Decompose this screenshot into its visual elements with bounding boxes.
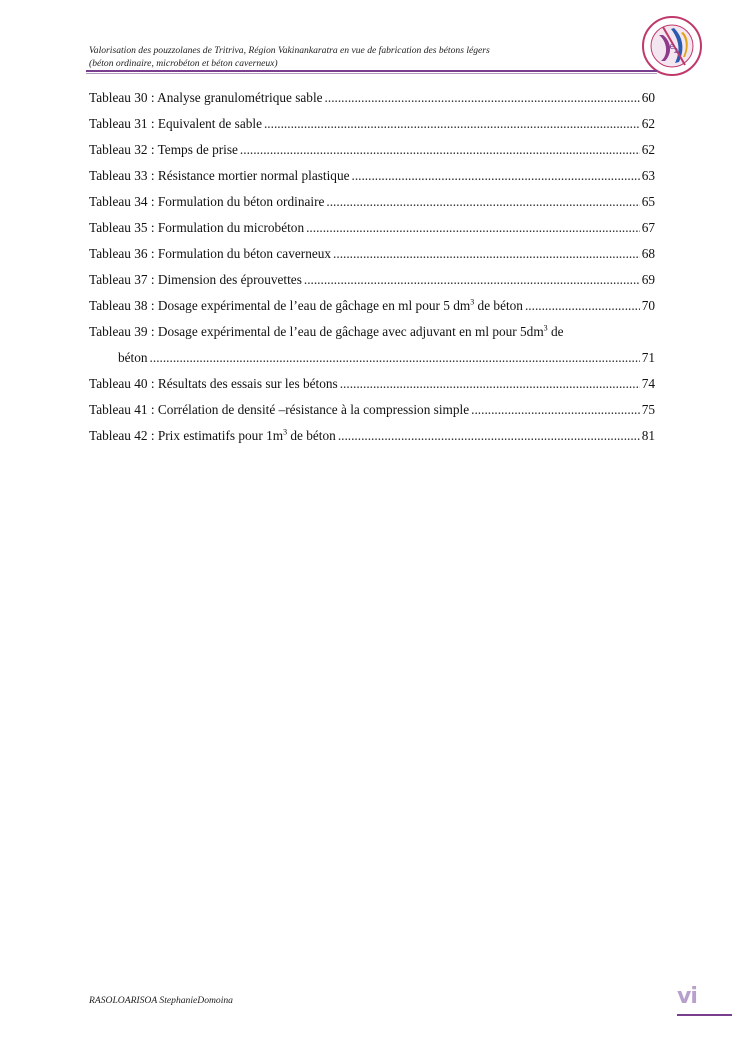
toc-entry-tableau-42[interactable] [89, 426, 655, 452]
toc-entry-tableau-35[interactable] [89, 218, 655, 244]
toc-entry-page: 68 [641, 246, 655, 261]
toc-entry-tableau-31[interactable] [89, 114, 655, 140]
superscript: 3 [470, 297, 475, 307]
toc-entry-label [89, 296, 523, 316]
svg-text:2: 2 [673, 47, 679, 55]
dot-leader [304, 270, 640, 290]
running-header [89, 44, 649, 70]
dot-leader [325, 88, 640, 108]
header-title-line2: (béton ordinaire, microbéton et béton caverneux) [89, 58, 278, 69]
toc-entry-label: Tableau 41 : Corrélation de densité –résistance à la compression simple [89, 402, 470, 417]
toc-entry-label [89, 426, 336, 446]
toc-entry-continuation [89, 348, 655, 374]
toc-entry-page: 75 [641, 402, 655, 417]
header-rule-thin [86, 73, 657, 74]
toc-entry-page: 65 [641, 194, 655, 209]
toc-entry-tableau-30[interactable] [89, 88, 655, 114]
toc-entry-label: Tableau 40 : Résultats des essais sur les bétons [89, 376, 338, 391]
toc-entry-page: 74 [641, 376, 655, 391]
toc-entry-label-part: Tableau 42 : Prix estimatifs pour 1m [89, 428, 284, 443]
toc-entry-page: 67 [641, 220, 655, 235]
dot-leader [150, 348, 640, 368]
toc-entry-label: Tableau 30 : Analyse granulométrique sable [89, 90, 323, 105]
toc-entry-tableau-37[interactable] [89, 270, 655, 296]
toc-entry-page: 60 [641, 90, 655, 105]
dot-leader [306, 218, 640, 238]
dot-leader [340, 374, 640, 394]
toc-entry-page: 71 [641, 350, 655, 365]
toc-entry-tableau-32[interactable] [89, 140, 655, 166]
dot-leader [352, 166, 640, 186]
superscript: 3 [543, 323, 548, 333]
toc-entry-label: Tableau 37 : Dimension des éprouvettes [89, 272, 302, 287]
page-number: vi [677, 984, 697, 1009]
toc-entry-page: 63 [641, 168, 655, 183]
list-of-tables [89, 88, 655, 452]
toc-entry-tableau-40[interactable] [89, 374, 655, 400]
dot-leader [471, 400, 640, 420]
toc-entry-tableau-36[interactable] [89, 244, 655, 270]
footer-author: RASOLOARISOA StephanieDomoina [89, 995, 233, 1006]
toc-entry-label-part: de [547, 324, 564, 339]
toc-entry-label: Tableau 34 : Formulation du béton ordinaire [89, 194, 325, 209]
toc-entry-label: Tableau 36 : Formulation du béton caverneux [89, 246, 332, 261]
dot-leader [326, 192, 639, 212]
toc-entry-label [89, 322, 655, 348]
toc-entry-label: Tableau 35 : Formulation du microbéton [89, 220, 305, 235]
footer-rule [677, 1014, 732, 1016]
toc-entry-tableau-33[interactable] [89, 166, 655, 192]
toc-entry-tableau-41[interactable] [89, 400, 655, 426]
header-rule [86, 70, 657, 72]
toc-entry-label-part: béton [118, 350, 148, 365]
dot-leader [240, 140, 640, 160]
toc-entry-label-part: Tableau 39 : Dosage expérimental de l’eau de gâchage avec adjuvant en ml pour 5dm [89, 324, 544, 339]
toc-entry-page: 81 [641, 428, 655, 443]
toc-entry-page: 69 [641, 272, 655, 287]
toc-entry-tableau-39[interactable] [89, 322, 655, 374]
faculte-des-sciences-logo [641, 15, 703, 77]
toc-entry-label: Tableau 31 : Equivalent de sable [89, 116, 262, 131]
toc-entry-label-part: Tableau 38 : Dosage expérimental de l’eau de gâchage en ml pour 5 dm [89, 298, 471, 313]
superscript: 3 [283, 427, 288, 437]
toc-entry-label-part: de béton [474, 298, 523, 313]
dot-leader [264, 114, 640, 134]
toc-entry-page: 62 [641, 142, 655, 157]
header-title-line1: Valorisation des pouzzolanes de Tritriva, Région Vakinankaratra en vue de fabrication des bétons légers [89, 45, 490, 56]
dot-leader [333, 244, 640, 264]
dot-leader [338, 426, 640, 446]
toc-entry-page: 70 [641, 298, 655, 313]
svg-text:e: e [669, 42, 675, 52]
toc-entry-label-part: de béton [287, 428, 336, 443]
toc-entry-tableau-38[interactable] [89, 296, 655, 322]
toc-entry-tableau-34[interactable] [89, 192, 655, 218]
dot-leader [525, 296, 640, 316]
toc-entry-label: Tableau 32 : Temps de prise [89, 142, 238, 157]
toc-entry-label: Tableau 33 : Résistance mortier normal plastique [89, 168, 350, 183]
toc-entry-page: 62 [641, 116, 655, 131]
